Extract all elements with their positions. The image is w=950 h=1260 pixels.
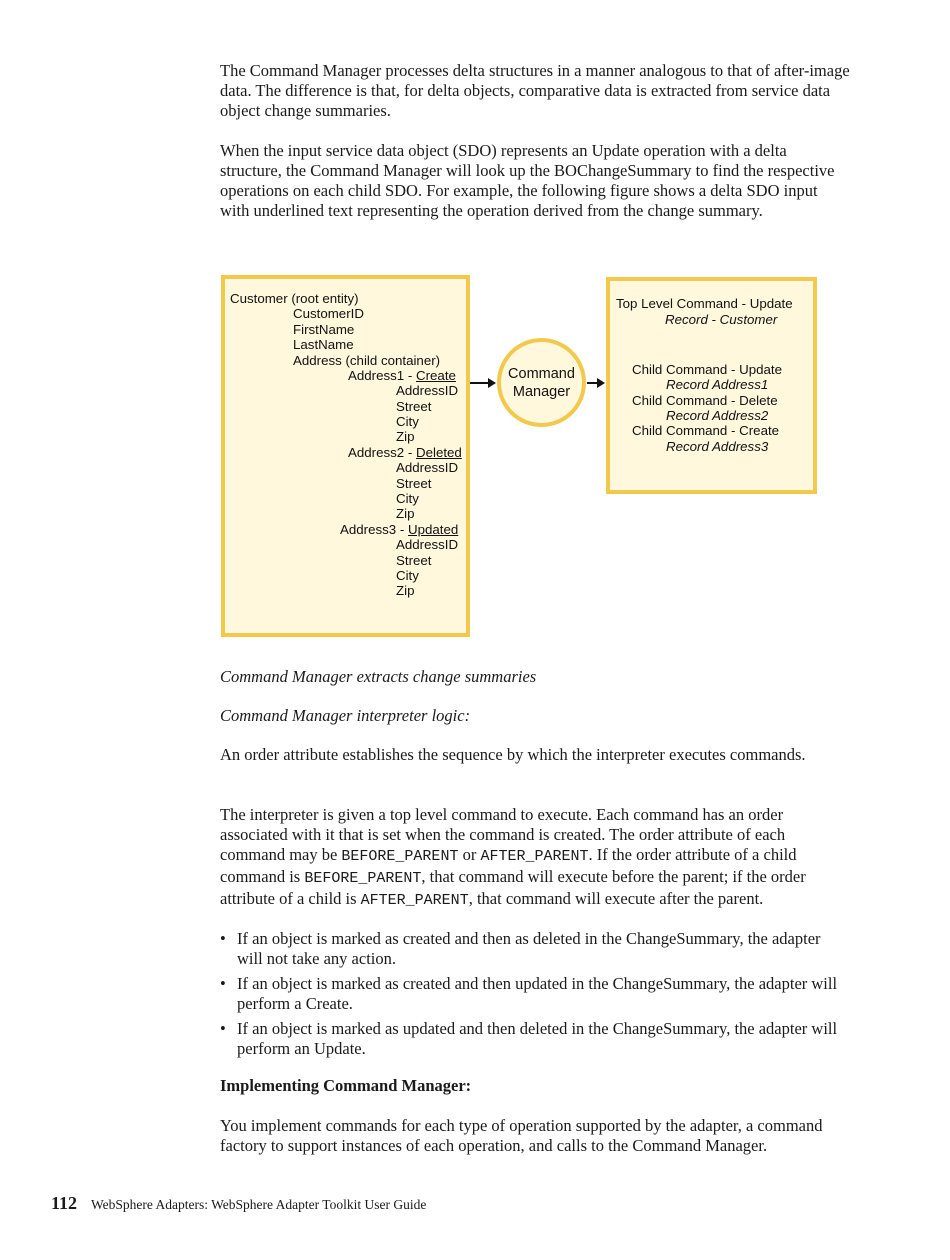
address1-label: Address1 - Create <box>348 368 456 383</box>
command-output-box <box>606 277 817 494</box>
top-level-command: Top Level Command - Update <box>616 296 793 311</box>
address3-field: AddressID <box>396 537 459 552</box>
sdo-child-container-label: Address (child container) <box>293 353 441 368</box>
arrow-to-manager <box>470 382 494 384</box>
address2-operation: Deleted <box>416 445 462 460</box>
section-heading-interpreter-logic: Command Manager interpreter logic: <box>220 706 471 725</box>
list-item: • If an object is marked as created and then as deleted in the ChangeSummary, the adapter will not take any action. <box>220 929 850 969</box>
intro-paragraph-1: The Command Manager processes delta structures in a manner analogous to that of after-image data. The difference is that, for delta objects, comparative data is extracted from service data object change summaries. <box>220 61 850 120</box>
address3-field: Zip <box>396 583 415 598</box>
address3-field: Street <box>396 553 432 568</box>
address1-operation: Create <box>416 368 456 383</box>
child-command-2: Child Command - Delete <box>632 393 778 408</box>
code-before-parent: BEFORE_PARENT <box>304 870 422 887</box>
address2-field: AddressID <box>396 460 459 475</box>
child-record-2: Record Address2 <box>666 408 769 423</box>
address3-operation: Updated <box>408 522 459 537</box>
address2-field: Street <box>396 476 432 491</box>
child-record-3: Record Address3 <box>666 439 769 454</box>
address2-label: Address2 - Deleted <box>348 445 462 460</box>
book-title: WebSphere Adapters: WebSphere Adapter Toolkit User Guide <box>91 1197 427 1212</box>
list-item: • If an object is marked as updated and then deleted in the ChangeSummary, the adapter will perform an Update. <box>220 1019 850 1059</box>
sdo-field: LastName <box>293 337 354 352</box>
address3-field: City <box>396 568 419 583</box>
page-number: 112 <box>51 1193 78 1213</box>
list-item: • If an object is marked as created and then updated in the ChangeSummary, the adapter will perform a Create. <box>220 974 850 1014</box>
sdo-root-label: Customer (root entity) <box>230 291 359 306</box>
code-after-parent: AFTER_PARENT <box>480 848 589 865</box>
address1-field: Zip <box>396 429 415 444</box>
command-manager-label-1: Command <box>508 365 575 382</box>
figure-caption: Command Manager extracts change summaries <box>220 667 537 686</box>
address1-field: City <box>396 414 419 429</box>
command-manager-node <box>497 338 586 427</box>
command-manager-label-2: Manager <box>512 383 571 400</box>
sdo-field: FirstName <box>293 322 355 337</box>
child-command-3: Child Command - Create <box>632 423 780 438</box>
child-command-1: Child Command - Update <box>632 362 783 377</box>
sdo-field: CustomerID <box>293 306 364 321</box>
code-after-parent: AFTER_PARENT <box>360 892 469 909</box>
change-summary-rules-list <box>220 929 850 1064</box>
address1-field: AddressID <box>396 383 459 398</box>
address2-field: City <box>396 491 419 506</box>
top-level-record: Record - Customer <box>665 312 778 327</box>
address2-field: Zip <box>396 506 415 521</box>
address3-label: Address3 - Updated <box>340 522 459 537</box>
order-attribute-paragraph: An order attribute establishes the sequence by which the interpreter executes commands. <box>220 745 806 764</box>
interpreter-paragraph: The interpreter is given a top level command to execute. Each command has an order associated with it that is set when the command is created. The order attribute of each command may be BEFORE_PARENT or AFTER_PARENT. If the order attribute of a child command is BEFORE_PARENT, that command will execute before the parent; if the order attribute of a child is AFTER_PARENT, that command will execute after the parent. <box>220 805 806 909</box>
implementing-paragraph: You implement commands for each type of operation supported by the adapter, a command factory to support instances of each operation, and calls to the Command Manager. <box>220 1116 823 1155</box>
section-heading-implementing: Implementing Command Manager: <box>220 1076 472 1095</box>
page-footer <box>51 1193 426 1214</box>
sdo-input-box <box>221 275 470 637</box>
child-record-1: Record Address1 <box>666 377 769 392</box>
arrow-to-commands <box>587 382 603 384</box>
code-before-parent: BEFORE_PARENT <box>341 848 459 865</box>
intro-paragraph-2: When the input service data object (SDO) represents an Update operation with a delta structure, the Command Manager will look up the BOChangeSummary to find the respective operations on each child SDO. For example, the following figure shows a delta SDO input with underlined text representing the operation derived from the change summary. <box>220 141 835 220</box>
address1-field: Street <box>396 399 432 414</box>
